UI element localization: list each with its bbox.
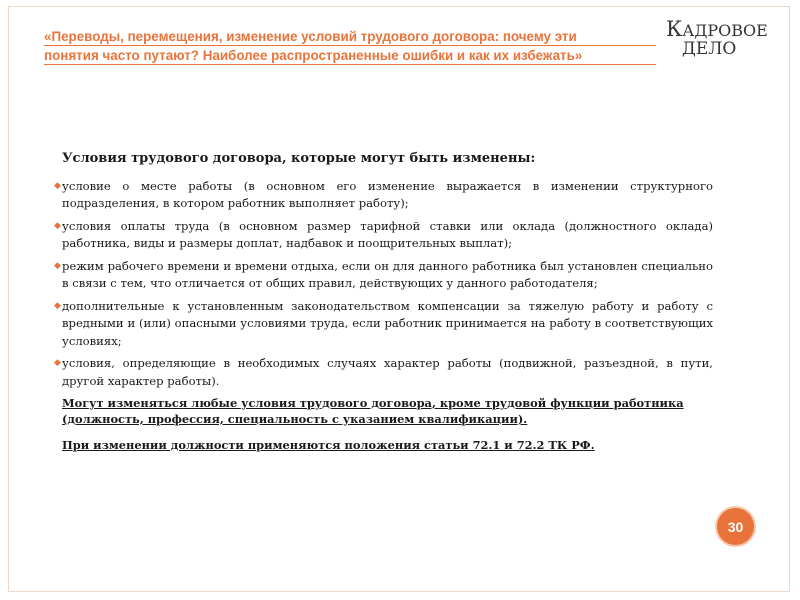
logo-word-1: АДРОВОЕ — [682, 21, 768, 40]
title-underline-1 — [44, 45, 656, 46]
note-articles: При изменении должности применяются положения статьи 72.1 и 72.2 ТК РФ. — [62, 438, 595, 452]
list-item-text: дополнительные к установленным законодательством компенсации за тяжелую работу и работу с вредными и (или) опасными условиями труда, если работник принимается на работу в соответствующих условиях; — [62, 298, 713, 348]
logo-word-2: ДЕЛО — [682, 39, 737, 59]
body-heading: Условия трудового договора, которые могут быть изменены: — [62, 151, 536, 166]
bullet-icon: ◆ — [54, 180, 61, 191]
bullet-icon: ◆ — [54, 260, 61, 271]
slide-title — [44, 27, 644, 65]
logo-initial: К — [666, 17, 683, 41]
slide-title-line-2: понятия часто путают? Наиболее распространенные ошибки и как их избежать» — [44, 48, 583, 63]
page-number-badge: 30 — [717, 508, 754, 545]
list-item-text: условия оплаты труда (в основном размер тарифной ставки или оклада (должностного оклада) работника, виды и размеры доплат, надбавок и поощрительных выплат); — [62, 218, 713, 250]
bullet-icon: ◆ — [54, 358, 61, 368]
list-item-text: условие о месте работы (в основном его изменение выражается в изменении структурного подразделения, в котором работник выполняет работу); — [62, 178, 713, 210]
list-item — [54, 178, 713, 213]
title-underline-2 — [44, 64, 656, 65]
bullet-icon: ◆ — [54, 300, 61, 311]
list-item-text: режим рабочего времени и времени отдыха, если он для данного работника был установлен специально в связи с тем, что отличается от общих правил, действующих у данного работодателя; — [62, 258, 713, 290]
slide-title-line-1: «Переводы, перемещения, изменение условий трудового договора: почему эти — [44, 29, 577, 44]
note-labor-function: Могут изменяться любые условия трудового договора, кроме трудовой функции работника (должность, профессия, специальность с указанием квалификации). — [62, 396, 684, 426]
list-item — [54, 298, 713, 351]
list-item — [54, 258, 713, 293]
slide-body — [54, 150, 713, 453]
kadrovoe-delo-logo — [666, 17, 768, 59]
list-item — [54, 218, 713, 253]
bullet-icon: ◆ — [54, 220, 61, 231]
list-item — [54, 355, 713, 390]
list-item-text: условия, определяющие в необходимых случаях характер работы (подвижной, разъездной, в пути, другой характер работы). — [62, 356, 713, 388]
